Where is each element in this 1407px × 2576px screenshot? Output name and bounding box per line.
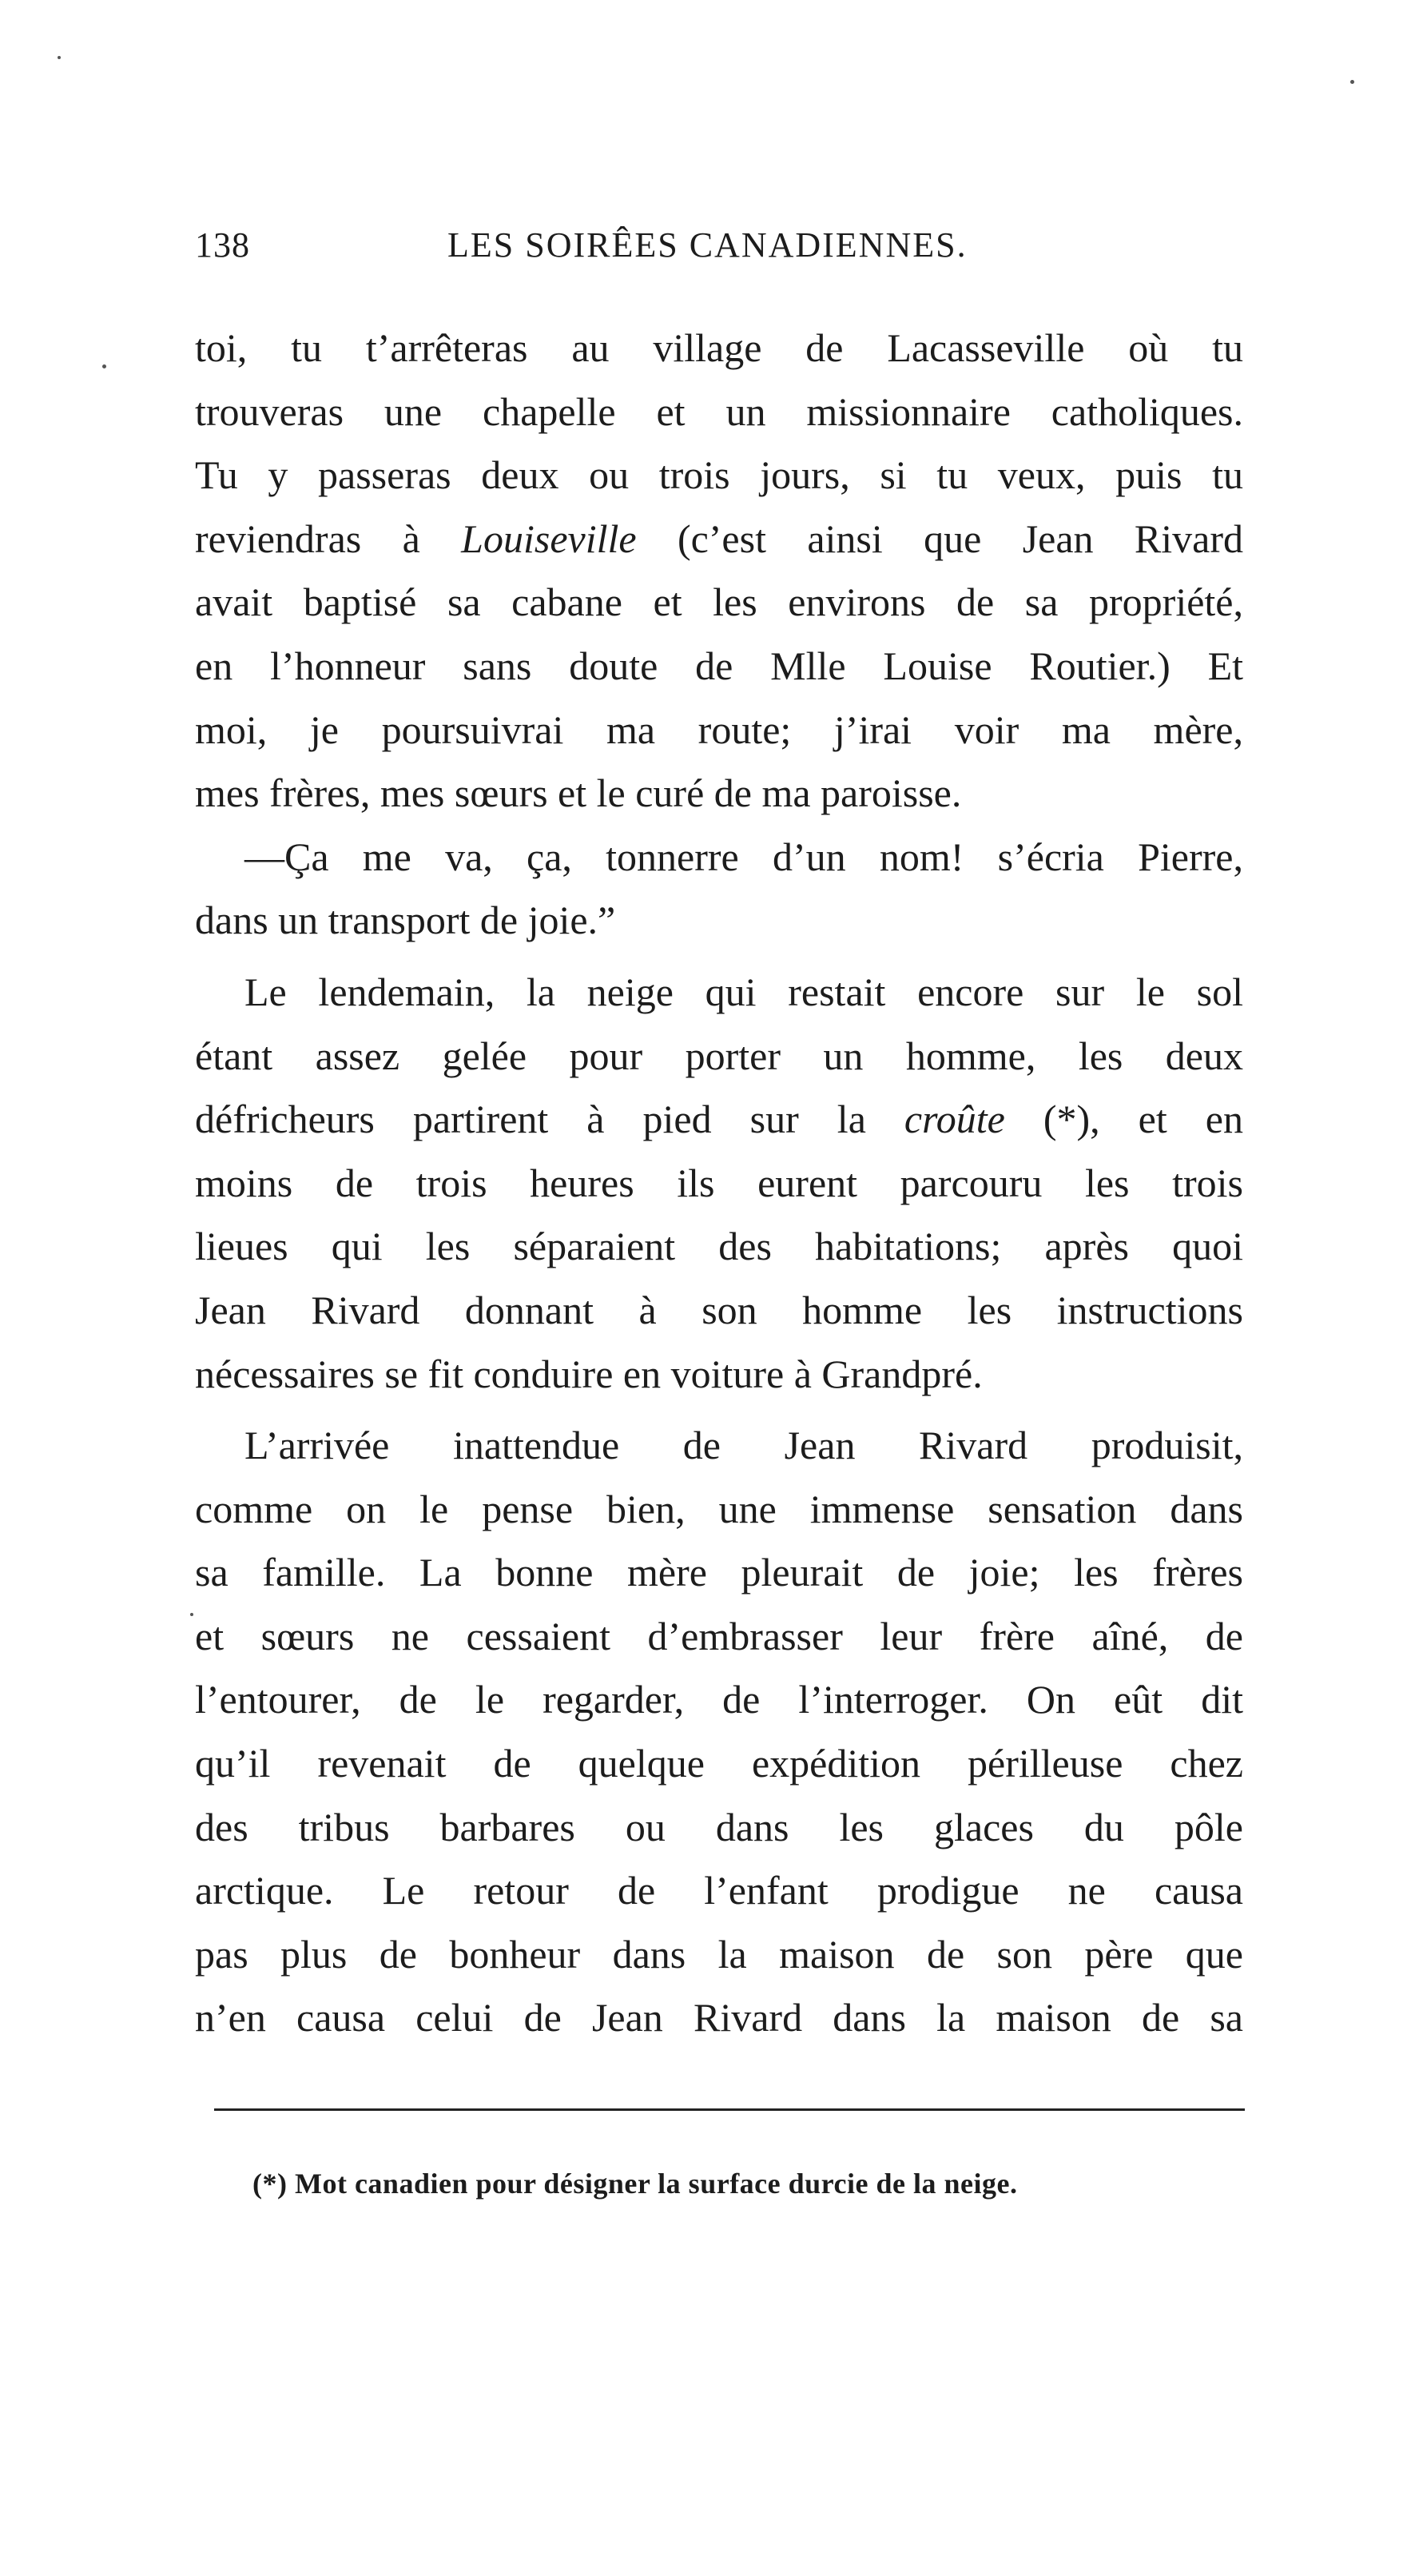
text-line: nécessaires se fit conduire en voiture à Grandpré. bbox=[195, 1351, 983, 1396]
text-line: qu’il revenait de quelque expédition périlleuse chez bbox=[195, 1741, 1243, 1786]
text-line: Jean Rivard donnant à son homme les instructions bbox=[195, 1287, 1243, 1332]
page-number: 138 bbox=[195, 225, 250, 265]
text-line: pas plus de bonheur dans la maison de son père que bbox=[195, 1931, 1243, 1977]
scan-speck bbox=[1350, 80, 1354, 84]
scan-speck bbox=[102, 364, 106, 368]
running-head bbox=[195, 217, 1004, 273]
text-segment: (c’est ainsi que Jean Rivard bbox=[636, 516, 1243, 561]
running-title: LES SOIRÊES CANADIENNES. bbox=[447, 225, 968, 265]
text-line: Tu y passeras deux ou trois jours, si tu veux, puis tu bbox=[195, 452, 1243, 498]
italic-place-name: Louiseville bbox=[461, 516, 637, 561]
text-line: arctique. Le retour de l’enfant prodigue ne causa bbox=[195, 1868, 1243, 1913]
text-segment: reviendras à bbox=[195, 516, 462, 561]
text-line: comme on le pense bien, une immense sensation dans bbox=[195, 1486, 1243, 1531]
text-line: L’arrivée inattendue de Jean Rivard produisit, bbox=[244, 1423, 1243, 1468]
text-line: toi, tu t’arrêteras au village de Lacasseville où tu bbox=[195, 325, 1243, 370]
footnote: (*) Mot canadien pour désigner la surface durcie de la neige. bbox=[252, 2168, 1018, 2200]
text-line: en l’honneur sans doute de Mlle Louise Routier.) Et bbox=[195, 643, 1243, 688]
text-line: mes frères, mes sœurs et le curé de ma paroisse. bbox=[195, 770, 962, 816]
text-segment: (*), et en bbox=[1004, 1097, 1243, 1142]
text-line bbox=[195, 1088, 1243, 1152]
text-line bbox=[195, 508, 1243, 571]
scan-speck bbox=[58, 56, 61, 59]
text-line: sa famille. La bonne mère pleurait de joie; les frères bbox=[195, 1550, 1243, 1595]
text-line: trouveras une chapelle et un missionnaire catholiques. bbox=[195, 388, 1243, 434]
text-line: —Ça me va, ça, tonnerre d’un nom! s’écria Pierre, bbox=[244, 834, 1243, 879]
italic-term: croûte bbox=[904, 1097, 1005, 1142]
body-text bbox=[195, 317, 1243, 2050]
text-line: moins de trois heures ils eurent parcouru les trois bbox=[195, 1160, 1243, 1205]
text-line: étant assez gelée pour porter un homme, les deux bbox=[195, 1033, 1243, 1078]
text-line: des tribus barbares ou dans les glaces du pôle bbox=[195, 1804, 1243, 1849]
scan-speck bbox=[190, 1613, 193, 1616]
footnote-divider bbox=[214, 2108, 1245, 2111]
text-line: l’entourer, de le regarder, de l’interroger. On eût dit bbox=[195, 1677, 1243, 1722]
text-line: n’en causa celui de Jean Rivard dans la maison de sa bbox=[195, 1995, 1243, 2040]
text-segment: défricheurs partirent à pied sur la bbox=[195, 1097, 904, 1142]
text-line: Le lendemain, la neige qui restait encore sur le sol bbox=[244, 969, 1243, 1014]
text-line: moi, je poursuivrai ma route; j’irai voir ma mère, bbox=[195, 707, 1243, 752]
text-line: dans un transport de joie.” bbox=[195, 898, 616, 943]
text-line: et sœurs ne cessaient d’embrasser leur frère aîné, de bbox=[195, 1613, 1243, 1658]
text-line: lieues qui les séparaient des habitations; après quoi bbox=[195, 1224, 1243, 1269]
text-line: avait baptisé sa cabane et les environs de sa propriété, bbox=[195, 579, 1243, 625]
